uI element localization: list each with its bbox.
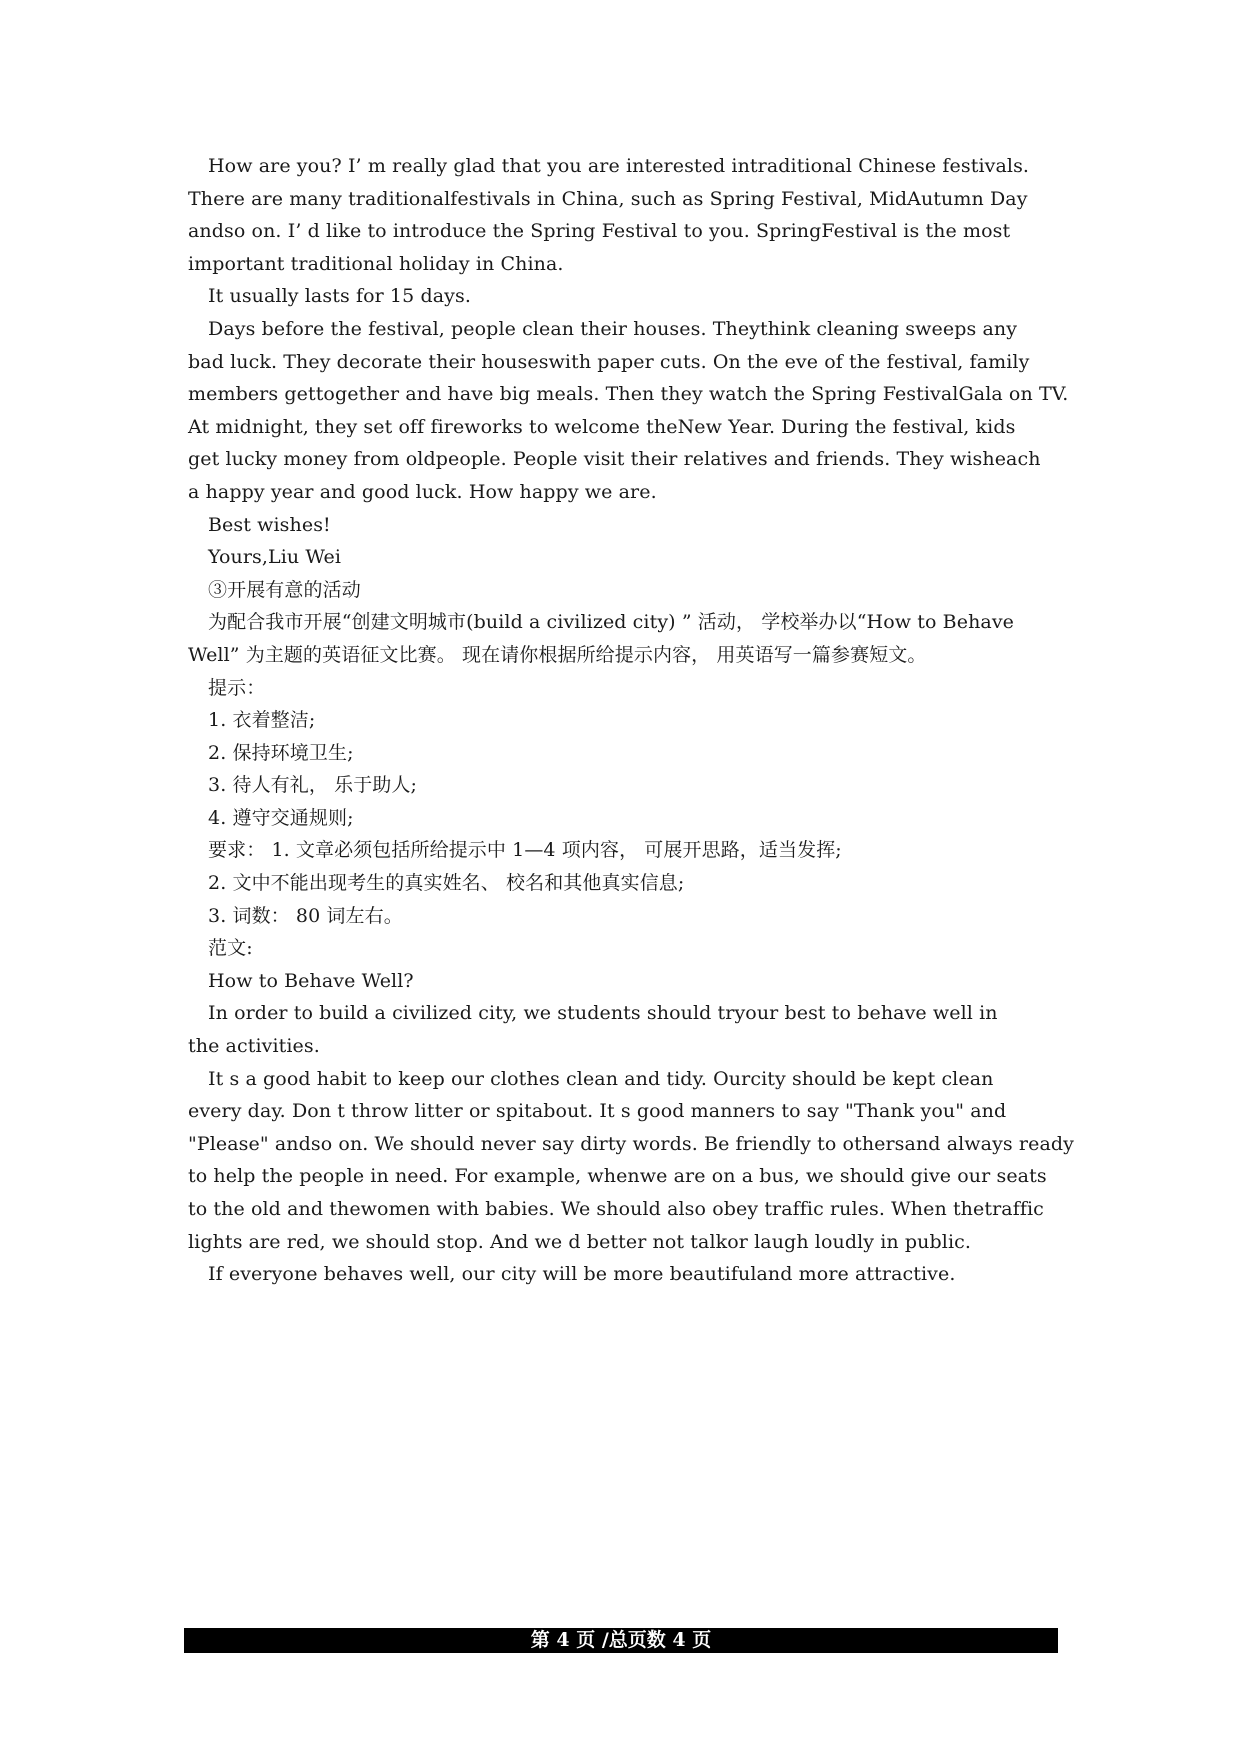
text-line: important traditional holiday in China. — [188, 252, 564, 275]
text-line: It s a good habit to keep our clothes clean and tidy. Ourcity should be kept clean — [208, 1067, 994, 1090]
text-line: a happy year and good luck. How happy we are. — [188, 480, 657, 503]
text-line: 1. 衣着整洁; — [208, 709, 316, 732]
text-line: How to Behave Well? — [208, 969, 414, 992]
text-line: ③开展有意的活动 — [208, 578, 361, 601]
text-line: There are many traditionalfestivals in China, such as Spring Festival, MidAutumn Day — [188, 187, 1028, 210]
document-body — [188, 150, 1074, 1291]
text-line: members gettogether and have big meals. Then they watch the Spring FestivalGala on TV. — [188, 383, 1069, 406]
text-line: the activities. — [188, 1035, 320, 1058]
text-line: lights are red, we should stop. And we d better not talkor laugh loudly in public. — [188, 1230, 972, 1253]
text-line: Well” 为主题的英语征文比赛。 现在请你根据所给提示内容， 用英语写一篇参赛短文。 — [188, 643, 927, 666]
text-line: 提示： — [208, 676, 266, 699]
text-line: 4. 遵守交通规则; — [208, 806, 354, 829]
text-line: 3. 待人有礼， 乐于助人; — [208, 774, 418, 797]
text-line: Days before the festival, people clean their houses. Theythink cleaning sweeps any — [208, 317, 1018, 340]
text-line: get lucky money from oldpeople. People visit their relatives and friends. They wisheach — [188, 448, 1041, 471]
text-line: Yours,Liu Wei — [208, 546, 342, 569]
text-line: It usually lasts for 15 days. — [208, 285, 471, 308]
text-line: 要求： 1. 文章必须包括所给提示中 1—4 项内容， 可展开思路，适当发挥; — [208, 839, 842, 862]
text-line: andso on. I’ d like to introduce the Spring Festival to you. SpringFestival is the most — [188, 220, 1011, 243]
text-line: 2. 保持环境卫生; — [208, 741, 354, 764]
text-line: Best wishes! — [208, 513, 331, 536]
text-line: bad luck. They decorate their houseswith paper cuts. On the eve of the festival, family — [188, 350, 1030, 373]
text-line: to help the people in need. For example, whenwe are on a bus, we should give our seats — [188, 1165, 1047, 1188]
text-line: In order to build a civilized city, we students should tryour best to behave well in — [208, 1002, 998, 1025]
page-footer — [184, 1628, 1058, 1653]
text-line: At midnight, they set off fireworks to welcome theNew Year. During the festival, kids — [188, 415, 1016, 438]
text-line: every day. Don t throw litter or spitabout. It s good manners to say "Thank you" and — [188, 1100, 1007, 1123]
text-line: 为配合我市开展“创建文明城市(build a civilized city) ” 活动， 学校举办以“How to Behave — [208, 611, 1015, 634]
text-line: If everyone behaves well, our city will be more beautifuland more attractive. — [208, 1263, 956, 1286]
text-line: How are you? I’ m really glad that you are interested intraditional Chinese festivals. — [208, 155, 1030, 177]
text-line: "Please" andso on. We should never say dirty words. Be friendly to othersand always ready — [188, 1132, 1074, 1155]
text-line: to the old and thewomen with babies. We should also obey traffic rules. When thetraffic — [188, 1198, 1044, 1220]
page-number-label: 第 4 页 /总页数 4 页 — [530, 1629, 712, 1651]
text-line: 3. 词数： 80 词左右。 — [208, 904, 403, 927]
text-line: 2. 文中不能出现考生的真实姓名、 校名和其他真实信息; — [208, 872, 685, 895]
text-line: 范文: — [208, 937, 253, 960]
